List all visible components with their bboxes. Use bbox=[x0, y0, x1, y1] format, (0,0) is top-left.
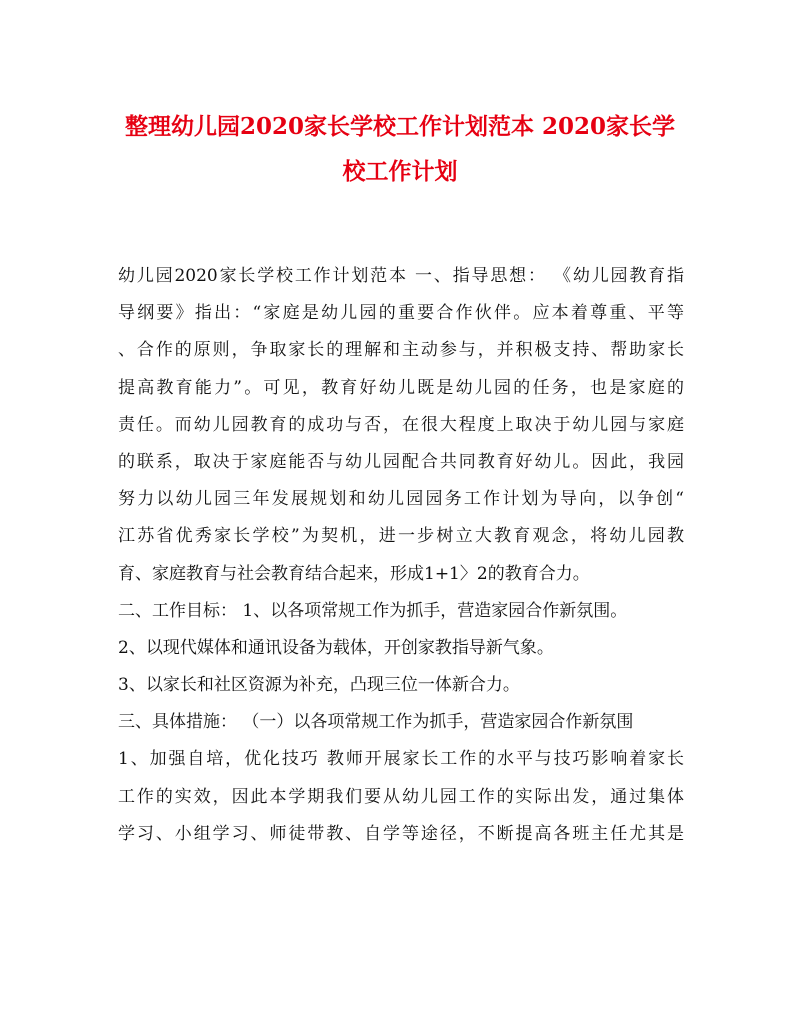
body-line: 努力以幼儿园三年发展规划和幼儿园园务工作计划为导向，以争创“ bbox=[118, 489, 684, 510]
body-line: 江苏省优秀家长学校”为契机，进一步树立大教育观念，将幼儿园教 bbox=[118, 526, 684, 547]
body-line: 二、工作目标： 1、以各项常规工作为抓手，营造家园合作新氛围。 bbox=[118, 600, 628, 621]
body-line: 育、家庭教育与社会教育结合起来，形成1+1〉2的教育合力。 bbox=[118, 563, 590, 584]
body-line: 导纲要》指出：“家庭是幼儿园的重要合作伙伴。应本着尊重、平等 bbox=[118, 303, 684, 324]
body-line: 、合作的原则，争取家长的理解和主动参与，并积极支持、帮助家长 bbox=[118, 340, 684, 361]
title-line-2: 校工作计划 bbox=[342, 158, 458, 185]
body-line: 的联系，取决于家庭能否与幼儿园配合共同教育好幼儿。因此，我园 bbox=[118, 451, 684, 472]
body-line: 1、加强自培，优化技巧 教师开展家长工作的水平与技巧影响着家长 bbox=[118, 749, 684, 770]
document-body bbox=[118, 258, 684, 853]
body-line: 2、以现代媒体和通讯设备为载体，开创家教指导新气象。 bbox=[118, 637, 554, 658]
body-line: 三、具体措施： （一）以各项常规工作为抓手，营造家园合作新氛围 bbox=[118, 712, 634, 733]
body-line: 3、以家长和社区资源为补充，凸现三位一体新合力。 bbox=[118, 675, 520, 696]
body-line: 工作的实效，因此本学期我们要从幼儿园工作的实际出发，通过集体 bbox=[118, 786, 684, 807]
document-title bbox=[110, 104, 690, 194]
body-line: 提高教育能力”。可见，教育好幼儿既是幼儿园的任务，也是家庭的 bbox=[118, 377, 684, 398]
body-line: 幼儿园2020家长学校工作计划范本 一、指导思想： 《幼儿园教育指 bbox=[118, 266, 684, 286]
body-line: 学习、小组学习、师徒带教、自学等途径，不断提高各班主任尤其是 bbox=[118, 823, 684, 844]
title-line-1: 整理幼儿园2020家长学校工作计划范本 2020家长学 bbox=[124, 113, 676, 140]
body-line: 责任。而幼儿园教育的成功与否，在很大程度上取决于幼儿园与家庭 bbox=[118, 414, 684, 435]
